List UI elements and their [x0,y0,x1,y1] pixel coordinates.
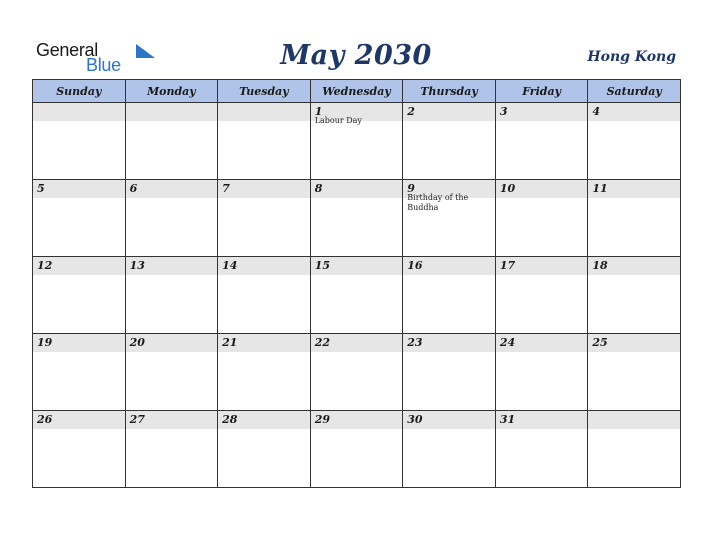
day-number: 27 [126,411,218,429]
day-number: 30 [403,411,495,429]
day-number: 15 [311,257,403,275]
day-number: 20 [126,334,218,352]
weekday-header: Saturday [588,80,681,103]
day-number [588,411,680,429]
day-number: 13 [126,257,218,275]
logo-word-general: General [36,40,98,60]
day-number: 16 [403,257,495,275]
day-number: 18 [588,257,680,275]
day-cell[interactable] [588,180,681,257]
week-row [33,180,681,257]
week-row [33,257,681,334]
day-number: 31 [496,411,588,429]
day-number: 2 [403,103,495,121]
day-cell[interactable] [495,334,588,411]
day-cell[interactable] [125,180,218,257]
day-number: 10 [496,180,588,198]
day-cell[interactable] [495,180,588,257]
weekday-header: Monday [125,80,218,103]
day-number: 22 [311,334,403,352]
week-row [33,103,681,180]
day-number: 11 [588,180,680,198]
day-cell[interactable] [495,103,588,180]
day-cell[interactable] [588,103,681,180]
day-cell[interactable] [403,334,496,411]
day-cell[interactable] [33,334,126,411]
day-cell[interactable] [310,257,403,334]
weekday-header: Thursday [403,80,496,103]
day-cell[interactable] [33,411,126,488]
day-cell[interactable] [310,334,403,411]
day-cell[interactable] [310,411,403,488]
day-cell[interactable] [403,180,496,257]
day-number: 21 [218,334,310,352]
day-cell[interactable] [403,257,496,334]
week-row [33,411,681,488]
weekday-header: Sunday [33,80,126,103]
day-cell[interactable] [33,180,126,257]
day-number: 1 [311,103,403,121]
weekday-header-row [33,80,681,103]
day-cell[interactable] [495,411,588,488]
day-cell[interactable] [310,103,403,180]
day-cell[interactable] [218,103,311,180]
day-number [126,103,218,121]
day-number: 28 [218,411,310,429]
day-number: 7 [218,180,310,198]
day-cell[interactable] [495,257,588,334]
day-cell[interactable] [403,103,496,180]
logo-word-blue: Blue [86,55,121,75]
day-cell[interactable] [218,257,311,334]
day-number: 12 [33,257,125,275]
day-number: 8 [311,180,403,198]
page-title: May 2030 [280,40,432,71]
day-cell[interactable] [588,334,681,411]
day-cell[interactable] [33,103,126,180]
day-cell[interactable] [125,334,218,411]
day-number: 19 [33,334,125,352]
day-number: 29 [311,411,403,429]
day-cell[interactable] [310,180,403,257]
day-cell[interactable] [218,334,311,411]
day-cell[interactable] [218,411,311,488]
day-number: 17 [496,257,588,275]
day-cell[interactable] [125,257,218,334]
day-number: 23 [403,334,495,352]
day-cell[interactable] [33,257,126,334]
day-number: 26 [33,411,125,429]
day-cell[interactable] [125,103,218,180]
day-cell[interactable] [588,257,681,334]
weekday-header: Friday [495,80,588,103]
day-number: 5 [33,180,125,198]
week-row [33,334,681,411]
day-number: 25 [588,334,680,352]
weekday-header: Tuesday [218,80,311,103]
day-number: 6 [126,180,218,198]
day-cell[interactable] [588,411,681,488]
calendar-grid [32,79,681,488]
holiday-label: Labour Day [314,116,362,125]
weekday-header: Wednesday [310,80,403,103]
day-number [218,103,310,121]
day-number: 24 [496,334,588,352]
day-cell[interactable] [403,411,496,488]
region-label: Hong Kong [587,49,676,65]
day-cell[interactable] [125,411,218,488]
day-number: 14 [218,257,310,275]
day-number: 3 [496,103,588,121]
day-cell[interactable] [218,180,311,257]
day-number [33,103,125,121]
day-number: 4 [588,103,680,121]
day-number: 9 [403,180,495,198]
holiday-label: Birthday of the Buddha [407,193,469,212]
